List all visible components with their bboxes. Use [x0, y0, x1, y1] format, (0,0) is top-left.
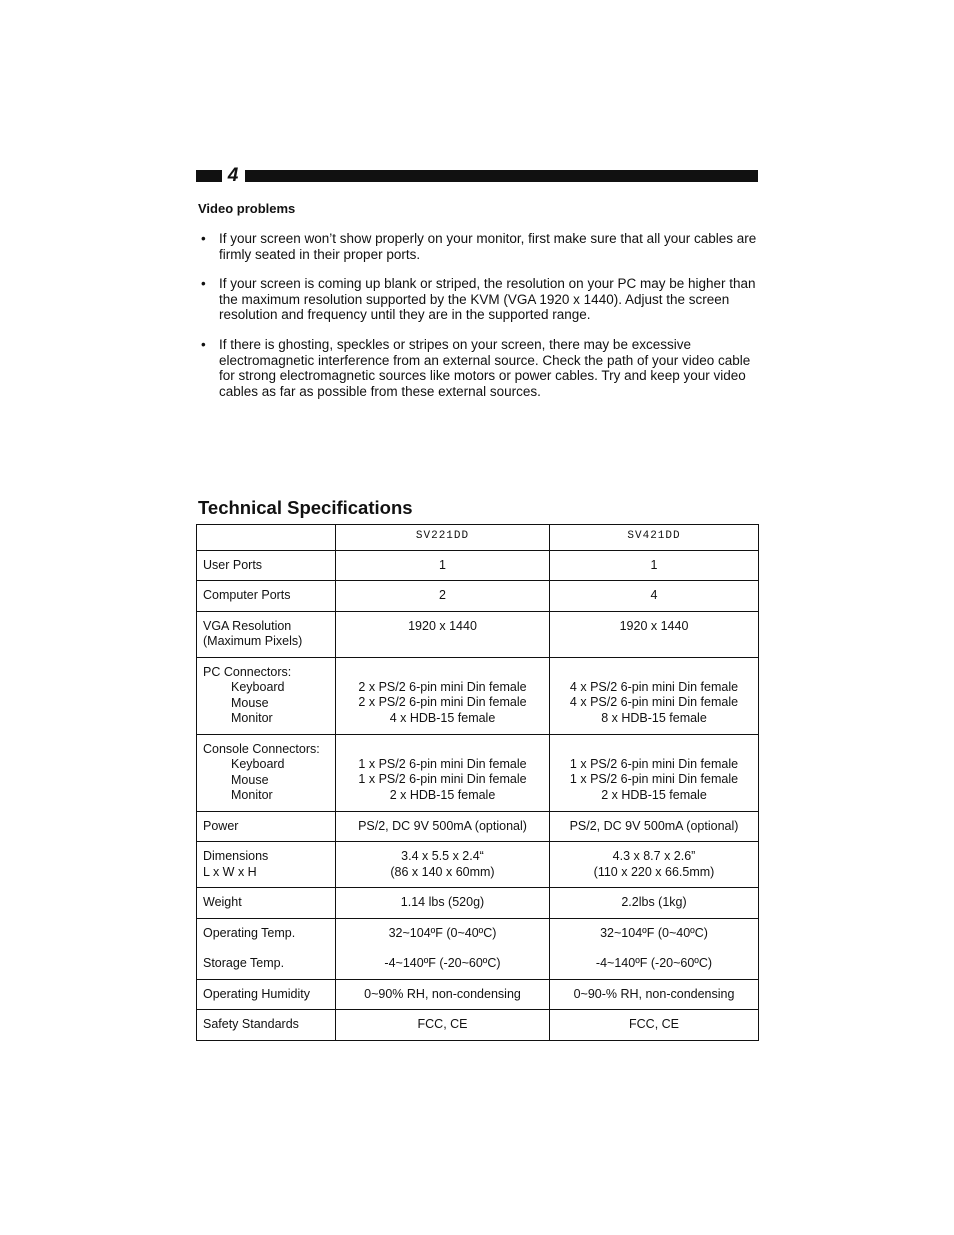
table-row	[197, 918, 759, 979]
bullet-glyph: •	[201, 231, 206, 246]
table-row	[197, 888, 759, 919]
page-number: 4	[227, 165, 239, 186]
row-label: Computer Ports	[197, 581, 336, 612]
cell-value: 0~90-% RH, non-condensing	[550, 979, 759, 1010]
row-label: User Ports	[197, 550, 336, 581]
value-line: -4~140ºF (-20~60ºC)	[595, 956, 713, 970]
value-line: 3.4 x 5.5 x 2.4“	[401, 849, 484, 863]
table-row	[197, 550, 759, 581]
label-line: Dimensions	[203, 849, 269, 863]
cell-value: 4	[550, 581, 759, 612]
value-line: 2 x PS/2 6-pin mini Din female	[358, 695, 527, 709]
sub-label: Mouse	[231, 695, 269, 710]
label-line: L x W x H	[203, 864, 257, 879]
label-line: PC Connectors:	[203, 664, 292, 679]
bullet-glyph: •	[201, 276, 206, 292]
cell-value: 1920 x 1440	[550, 611, 759, 657]
cell-value	[550, 734, 759, 811]
value-line: 2 x HDB-15 female	[389, 787, 496, 802]
value-line: 4 x HDB-15 female	[389, 710, 496, 725]
table-row	[197, 581, 759, 612]
label-line: (Maximum Pixels)	[203, 634, 303, 648]
cell-value	[550, 657, 759, 734]
cell-value	[336, 657, 550, 734]
list-item	[198, 337, 758, 399]
row-label	[197, 734, 336, 811]
label-line: Storage Temp.	[203, 956, 285, 970]
value-line: (110 x 220 x 66.5mm)	[593, 864, 715, 879]
value-line: (86 x 140 x 60mm)	[390, 864, 495, 879]
list-item	[198, 276, 758, 323]
row-label: Weight	[197, 888, 336, 919]
video-problems-heading: Video problems	[198, 201, 296, 216]
bullet-text: If there is ghosting, speckles or stripes on your screen, there may be excessive electromagnetic interference from an external source. Check the path of your video cable for strong electromagnetic sources like motors or power cables. Try and keep your video cables as far as possible from these external sources.	[219, 336, 751, 399]
value-line: 4 x PS/2 6-pin mini Din female	[569, 679, 739, 694]
value-line: 32~104ºF (0~40ºC)	[600, 925, 708, 940]
row-label	[197, 842, 336, 888]
value-line: 4.3 x 8.7 x 2.6”	[612, 849, 696, 863]
model-header: SV421DD	[550, 525, 759, 551]
cell-value: 1.14 lbs (520g)	[336, 888, 550, 919]
spec-table	[196, 524, 759, 1041]
table-row	[197, 979, 759, 1010]
cell-value: 0~90% RH, non-condensing	[336, 979, 550, 1010]
sub-label: Mouse	[231, 772, 269, 787]
cell-value: 2.2lbs (1kg)	[550, 888, 759, 919]
table-row	[197, 734, 759, 811]
sub-label: Monitor	[231, 711, 273, 725]
model-header: SV221DD	[336, 525, 550, 551]
header-rule-right	[245, 170, 758, 182]
table-row	[197, 1010, 759, 1041]
value-line: 4 x PS/2 6-pin mini Din female	[569, 695, 739, 709]
cell-value: PS/2, DC 9V 500mA (optional)	[336, 811, 550, 842]
cell-value	[550, 842, 759, 888]
cell-value: 1	[550, 550, 759, 581]
cell-value	[336, 918, 550, 979]
row-label: Safety Standards	[197, 1010, 336, 1041]
bullet-glyph: •	[201, 336, 206, 352]
cell-value: FCC, CE	[550, 1010, 759, 1041]
bullet-text: If your screen won’t show properly on your monitor, first make sure that all your cables are firmly seated in their proper ports.	[219, 231, 757, 262]
value-line: 1 x PS/2 6-pin mini Din female	[569, 756, 739, 771]
sub-label: Keyboard	[231, 680, 285, 694]
value-line: 32~104ºF (0~40ºC)	[388, 925, 497, 940]
table-header-row	[197, 525, 759, 551]
row-label: Operating Humidity	[197, 979, 336, 1010]
value-line: 1 x PS/2 6-pin mini Din female	[569, 772, 739, 786]
table-row	[197, 611, 759, 657]
list-item	[198, 231, 758, 262]
cell-value	[550, 918, 759, 979]
value-line: 1 x PS/2 6-pin mini Din female	[358, 756, 527, 771]
row-label	[197, 657, 336, 734]
table-row	[197, 842, 759, 888]
technical-specifications-title: Technical Specifications	[198, 497, 413, 518]
row-label: Power	[197, 811, 336, 842]
empty-header-cell	[197, 525, 336, 551]
cell-value: 2	[336, 581, 550, 612]
header-rule-left	[196, 170, 222, 182]
cell-value: FCC, CE	[336, 1010, 550, 1041]
row-label	[197, 611, 336, 657]
label-line: VGA Resolution	[203, 618, 292, 633]
value-line: 8 x HDB-15 female	[601, 710, 707, 725]
value-line: -4~140ºF (-20~60ºC)	[384, 956, 501, 970]
sub-label: Monitor	[231, 788, 273, 802]
value-line: 1 x PS/2 6-pin mini Din female	[358, 772, 527, 786]
label-line: Operating Temp.	[203, 925, 296, 940]
label-line: Console Connectors:	[203, 741, 320, 756]
cell-value: PS/2, DC 9V 500mA (optional)	[550, 811, 759, 842]
row-label	[197, 918, 336, 979]
sub-label: Keyboard	[231, 757, 285, 771]
video-problems-list	[198, 231, 758, 413]
cell-value	[336, 842, 550, 888]
table-row	[197, 811, 759, 842]
cell-value	[336, 734, 550, 811]
value-line: 2 x PS/2 6-pin mini Din female	[358, 679, 527, 694]
value-line: 2 x HDB-15 female	[601, 787, 707, 802]
cell-value: 1920 x 1440	[336, 611, 550, 657]
cell-value: 1	[336, 550, 550, 581]
table-row	[197, 657, 759, 734]
bullet-text: If your screen is coming up blank or striped, the resolution on your PC may be higher than the maximum resolution supported by the KVM (VGA 1920 x 1440). Adjust the screen resolution and frequency until they are in the supported range.	[219, 276, 756, 323]
